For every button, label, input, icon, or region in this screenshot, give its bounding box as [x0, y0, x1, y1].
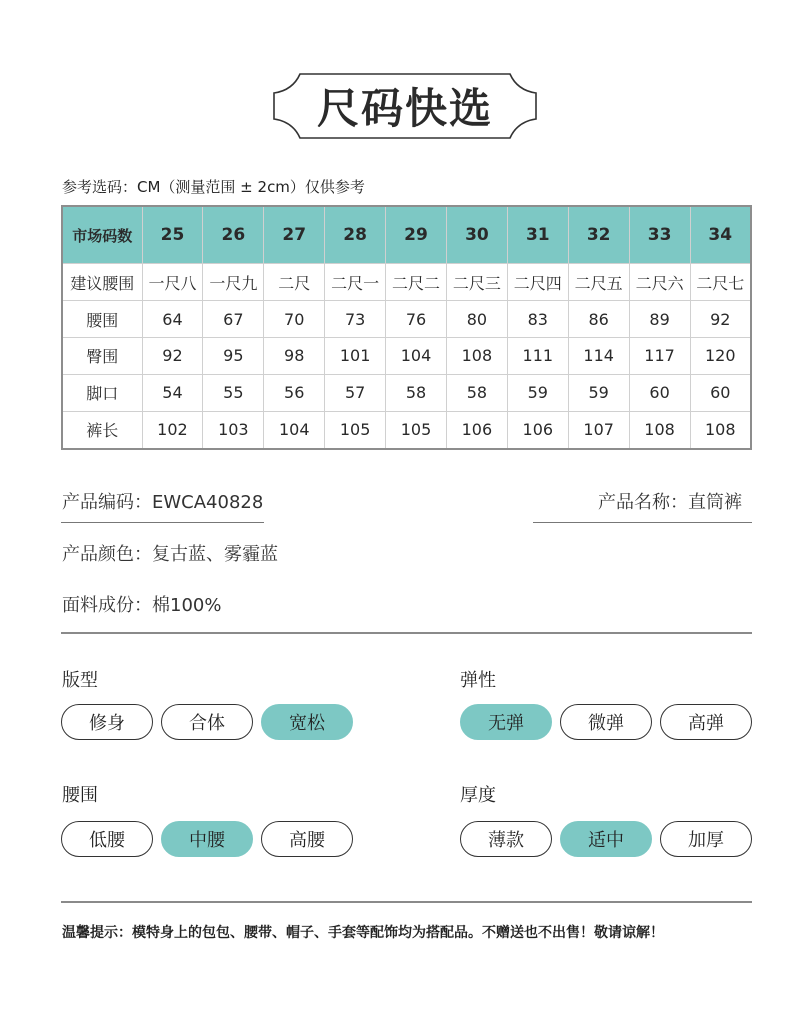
product-name: 产品名称：直筒裤 — [598, 492, 742, 513]
table-cell: 二尺六 — [629, 264, 690, 301]
table-cell: 二尺三 — [446, 264, 507, 301]
table-cell: 120 — [690, 337, 751, 374]
table-row — [62, 337, 751, 374]
table-cell: 56 — [264, 374, 325, 411]
table-cell: 105 — [325, 411, 386, 449]
table-cell: 二尺二 — [386, 264, 447, 301]
table-cell: 76 — [386, 301, 447, 338]
table-header-cell: 25 — [142, 206, 203, 264]
fit-option-1[interactable]: 修身 — [61, 704, 153, 740]
elastic-option-3[interactable]: 高弹 — [660, 704, 752, 740]
waist-option-1[interactable]: 低腰 — [61, 821, 153, 857]
table-row — [62, 264, 751, 301]
table-cell: 67 — [203, 301, 264, 338]
elastic-label: 弹性 — [460, 670, 496, 691]
table-cell: 106 — [446, 411, 507, 449]
table-cell: 101 — [325, 337, 386, 374]
table-cell: 一尺九 — [203, 264, 264, 301]
table-cell: 58 — [386, 374, 447, 411]
waist-label: 腰围 — [62, 785, 98, 806]
table-cell: 二尺四 — [507, 264, 568, 301]
row-label-cell: 腰围 — [62, 301, 142, 338]
table-cell: 89 — [629, 301, 690, 338]
page-title: 尺码快选 — [316, 84, 493, 133]
row-label-cell: 裤长 — [62, 411, 142, 449]
fit-option-2[interactable]: 合体 — [161, 704, 253, 740]
divider-top — [61, 632, 752, 634]
table-header-cell: 32 — [568, 206, 629, 264]
table-header-cell: 29 — [386, 206, 447, 264]
table-cell: 86 — [568, 301, 629, 338]
table-header-cell: 26 — [203, 206, 264, 264]
code-underline — [61, 522, 264, 523]
table-header-cell: 33 — [629, 206, 690, 264]
table-cell: 95 — [203, 337, 264, 374]
table-cell: 92 — [142, 337, 203, 374]
table-cell: 107 — [568, 411, 629, 449]
table-cell: 58 — [446, 374, 507, 411]
product-fabric: 面料成份：棉100% — [62, 595, 222, 616]
table-header-cell: 31 — [507, 206, 568, 264]
table-row — [62, 411, 751, 449]
table-cell: 111 — [507, 337, 568, 374]
waist-option-3[interactable]: 高腰 — [261, 821, 353, 857]
reference-note: 参考选码：CM（测量范围 ± 2cm）仅供参考 — [62, 178, 365, 196]
table-cell: 55 — [203, 374, 264, 411]
divider-bottom — [61, 901, 752, 903]
table-cell: 98 — [264, 337, 325, 374]
table-cell: 92 — [690, 301, 751, 338]
table-cell: 80 — [446, 301, 507, 338]
thickness-option-1[interactable]: 薄款 — [460, 821, 552, 857]
row-label-cell: 建议腰围 — [62, 264, 142, 301]
table-cell: 一尺八 — [142, 264, 203, 301]
table-cell: 57 — [325, 374, 386, 411]
thickness-option-3[interactable]: 加厚 — [660, 821, 752, 857]
table-header-cell: 市场码数 — [62, 206, 142, 264]
table-row — [62, 374, 751, 411]
table-cell: 103 — [203, 411, 264, 449]
elastic-option-1[interactable]: 无弹 — [460, 704, 552, 740]
table-cell: 83 — [507, 301, 568, 338]
fit-option-3[interactable]: 宽松 — [261, 704, 353, 740]
table-cell: 105 — [386, 411, 447, 449]
table-cell: 104 — [264, 411, 325, 449]
product-code: 产品编码：EWCA40828 — [62, 492, 264, 513]
table-cell: 117 — [629, 337, 690, 374]
warm-tip: 温馨提示：模特身上的包包、腰带、帽子、手套等配饰均为搭配品。不赠送也不出售！敬请谅解！ — [62, 925, 664, 941]
table-row — [62, 301, 751, 338]
table-body — [62, 264, 751, 449]
table-cell: 59 — [507, 374, 568, 411]
table-cell: 70 — [264, 301, 325, 338]
table-cell: 104 — [386, 337, 447, 374]
table-cell: 73 — [325, 301, 386, 338]
name-underline — [533, 522, 752, 523]
table-cell: 108 — [690, 411, 751, 449]
table-cell: 114 — [568, 337, 629, 374]
table-cell: 64 — [142, 301, 203, 338]
table-header-cell: 34 — [690, 206, 751, 264]
table-cell: 108 — [446, 337, 507, 374]
table-header-row — [62, 206, 751, 264]
table-cell: 二尺七 — [690, 264, 751, 301]
table-cell: 59 — [568, 374, 629, 411]
table-cell: 54 — [142, 374, 203, 411]
table-cell: 二尺 — [264, 264, 325, 301]
thickness-option-2[interactable]: 适中 — [560, 821, 652, 857]
table-cell: 60 — [690, 374, 751, 411]
thickness-label: 厚度 — [460, 785, 496, 806]
row-label-cell: 脚口 — [62, 374, 142, 411]
size-table — [61, 205, 752, 450]
elastic-option-2[interactable]: 微弹 — [560, 704, 652, 740]
fit-label: 版型 — [62, 670, 98, 691]
product-color: 产品颜色：复古蓝、雾霾蓝 — [62, 544, 278, 565]
table-cell: 60 — [629, 374, 690, 411]
table-cell: 102 — [142, 411, 203, 449]
table-cell: 二尺一 — [325, 264, 386, 301]
table-cell: 106 — [507, 411, 568, 449]
row-label-cell: 臀围 — [62, 337, 142, 374]
title-badge — [270, 73, 540, 139]
table-header-cell: 30 — [446, 206, 507, 264]
table-cell: 108 — [629, 411, 690, 449]
table-header-cell: 27 — [264, 206, 325, 264]
table-header-cell: 28 — [325, 206, 386, 264]
table-cell: 二尺五 — [568, 264, 629, 301]
waist-option-2[interactable]: 中腰 — [161, 821, 253, 857]
